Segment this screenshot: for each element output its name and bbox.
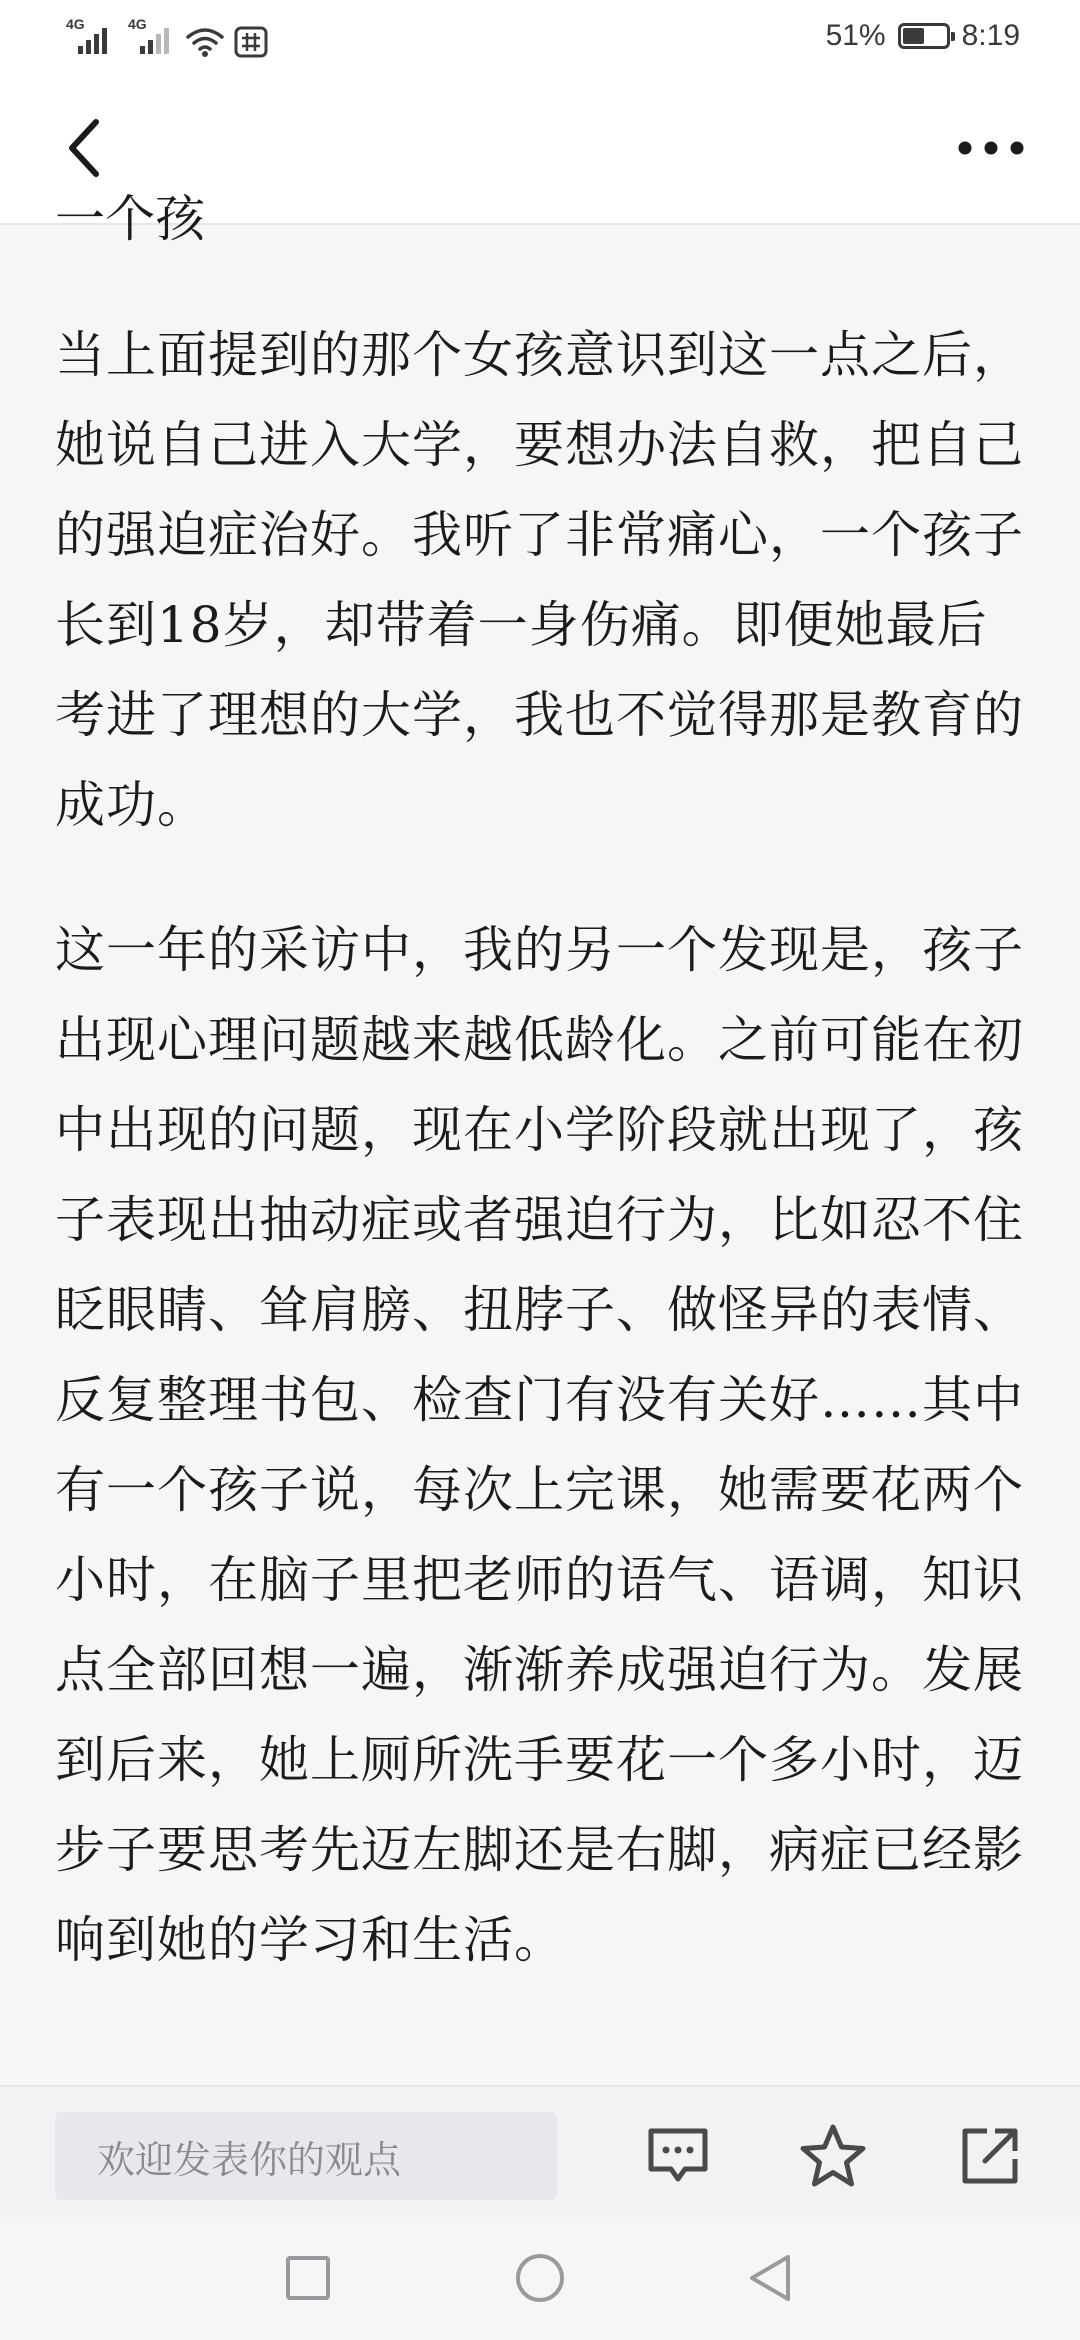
system-back-button[interactable]: [735, 2243, 805, 2313]
signal-icon: [124, 14, 176, 58]
more-dots-icon: [957, 140, 1025, 156]
signal-icon: [62, 14, 114, 58]
share-button[interactable]: [945, 2111, 1035, 2201]
article-paragraph: 当上面提到的那个女孩意识到这一点之后，她说自己进入大学，要想办法自救，把自己的强迫症治好。我听了非常痛心，一个孩子长到18岁，却带着一身伤痛。即便她最后考进了理想的大学，我也不觉得那是教育的成功。: [55, 326, 1024, 834]
recent-apps-button[interactable]: [273, 2243, 343, 2313]
star-icon: [799, 2123, 867, 2189]
sim-card-icon: [234, 26, 268, 58]
status-icons-right: [826, 14, 1020, 58]
home-icon: [514, 2252, 566, 2304]
clipped-text-line: 一个孩: [55, 190, 205, 248]
comment-icon: [645, 2125, 711, 2187]
comment-input[interactable]: 欢迎发表你的观点: [55, 2112, 557, 2200]
battery-icon: [898, 23, 950, 49]
share-icon: [959, 2125, 1021, 2187]
bottom-action-bar: [0, 2085, 1080, 2217]
status-time: 8:19: [961, 19, 1020, 52]
status-icons-left: [62, 14, 268, 58]
status-bar: [0, 0, 1080, 72]
back-button[interactable]: [44, 108, 124, 188]
comments-button[interactable]: [633, 2111, 723, 2201]
network-type-label: 4G: [66, 16, 85, 32]
chevron-left-icon: [62, 116, 106, 180]
more-options-button[interactable]: [946, 108, 1036, 188]
recent-apps-icon: [285, 2255, 331, 2301]
favorite-button[interactable]: [788, 2111, 878, 2201]
wifi-icon: [186, 26, 224, 58]
home-button[interactable]: [505, 2243, 575, 2313]
battery-percent: 51%: [825, 19, 886, 52]
back-triangle-icon: [746, 2252, 794, 2304]
system-navigation-bar: [0, 2217, 1080, 2340]
article-paragraph: 这一年的采访中，我的另一个发现是，孩子出现心理问题越来越低龄化。之前可能在初中出现的问题，现在小学阶段就出现了，孩子表现出抽动症或者强迫行为，比如忍不住眨眼睛、耸肩膀、扭脖子、做怪异的表情、反复整理书包、检查门有没有关好……其中有一个孩子说，每次上完课，她需要花两个小时，在脑子里把老师的语气、语调，知识点全部回想一遍，渐渐养成强迫行为。发展到后来，她上厕所洗手要花一个多小时，迈步子要思考先迈左脚还是右脚，病症已经影响到她的学习和生活。: [55, 921, 1024, 1969]
article-content[interactable]: [0, 190, 1080, 2085]
network-type-label: 4G: [128, 16, 147, 32]
